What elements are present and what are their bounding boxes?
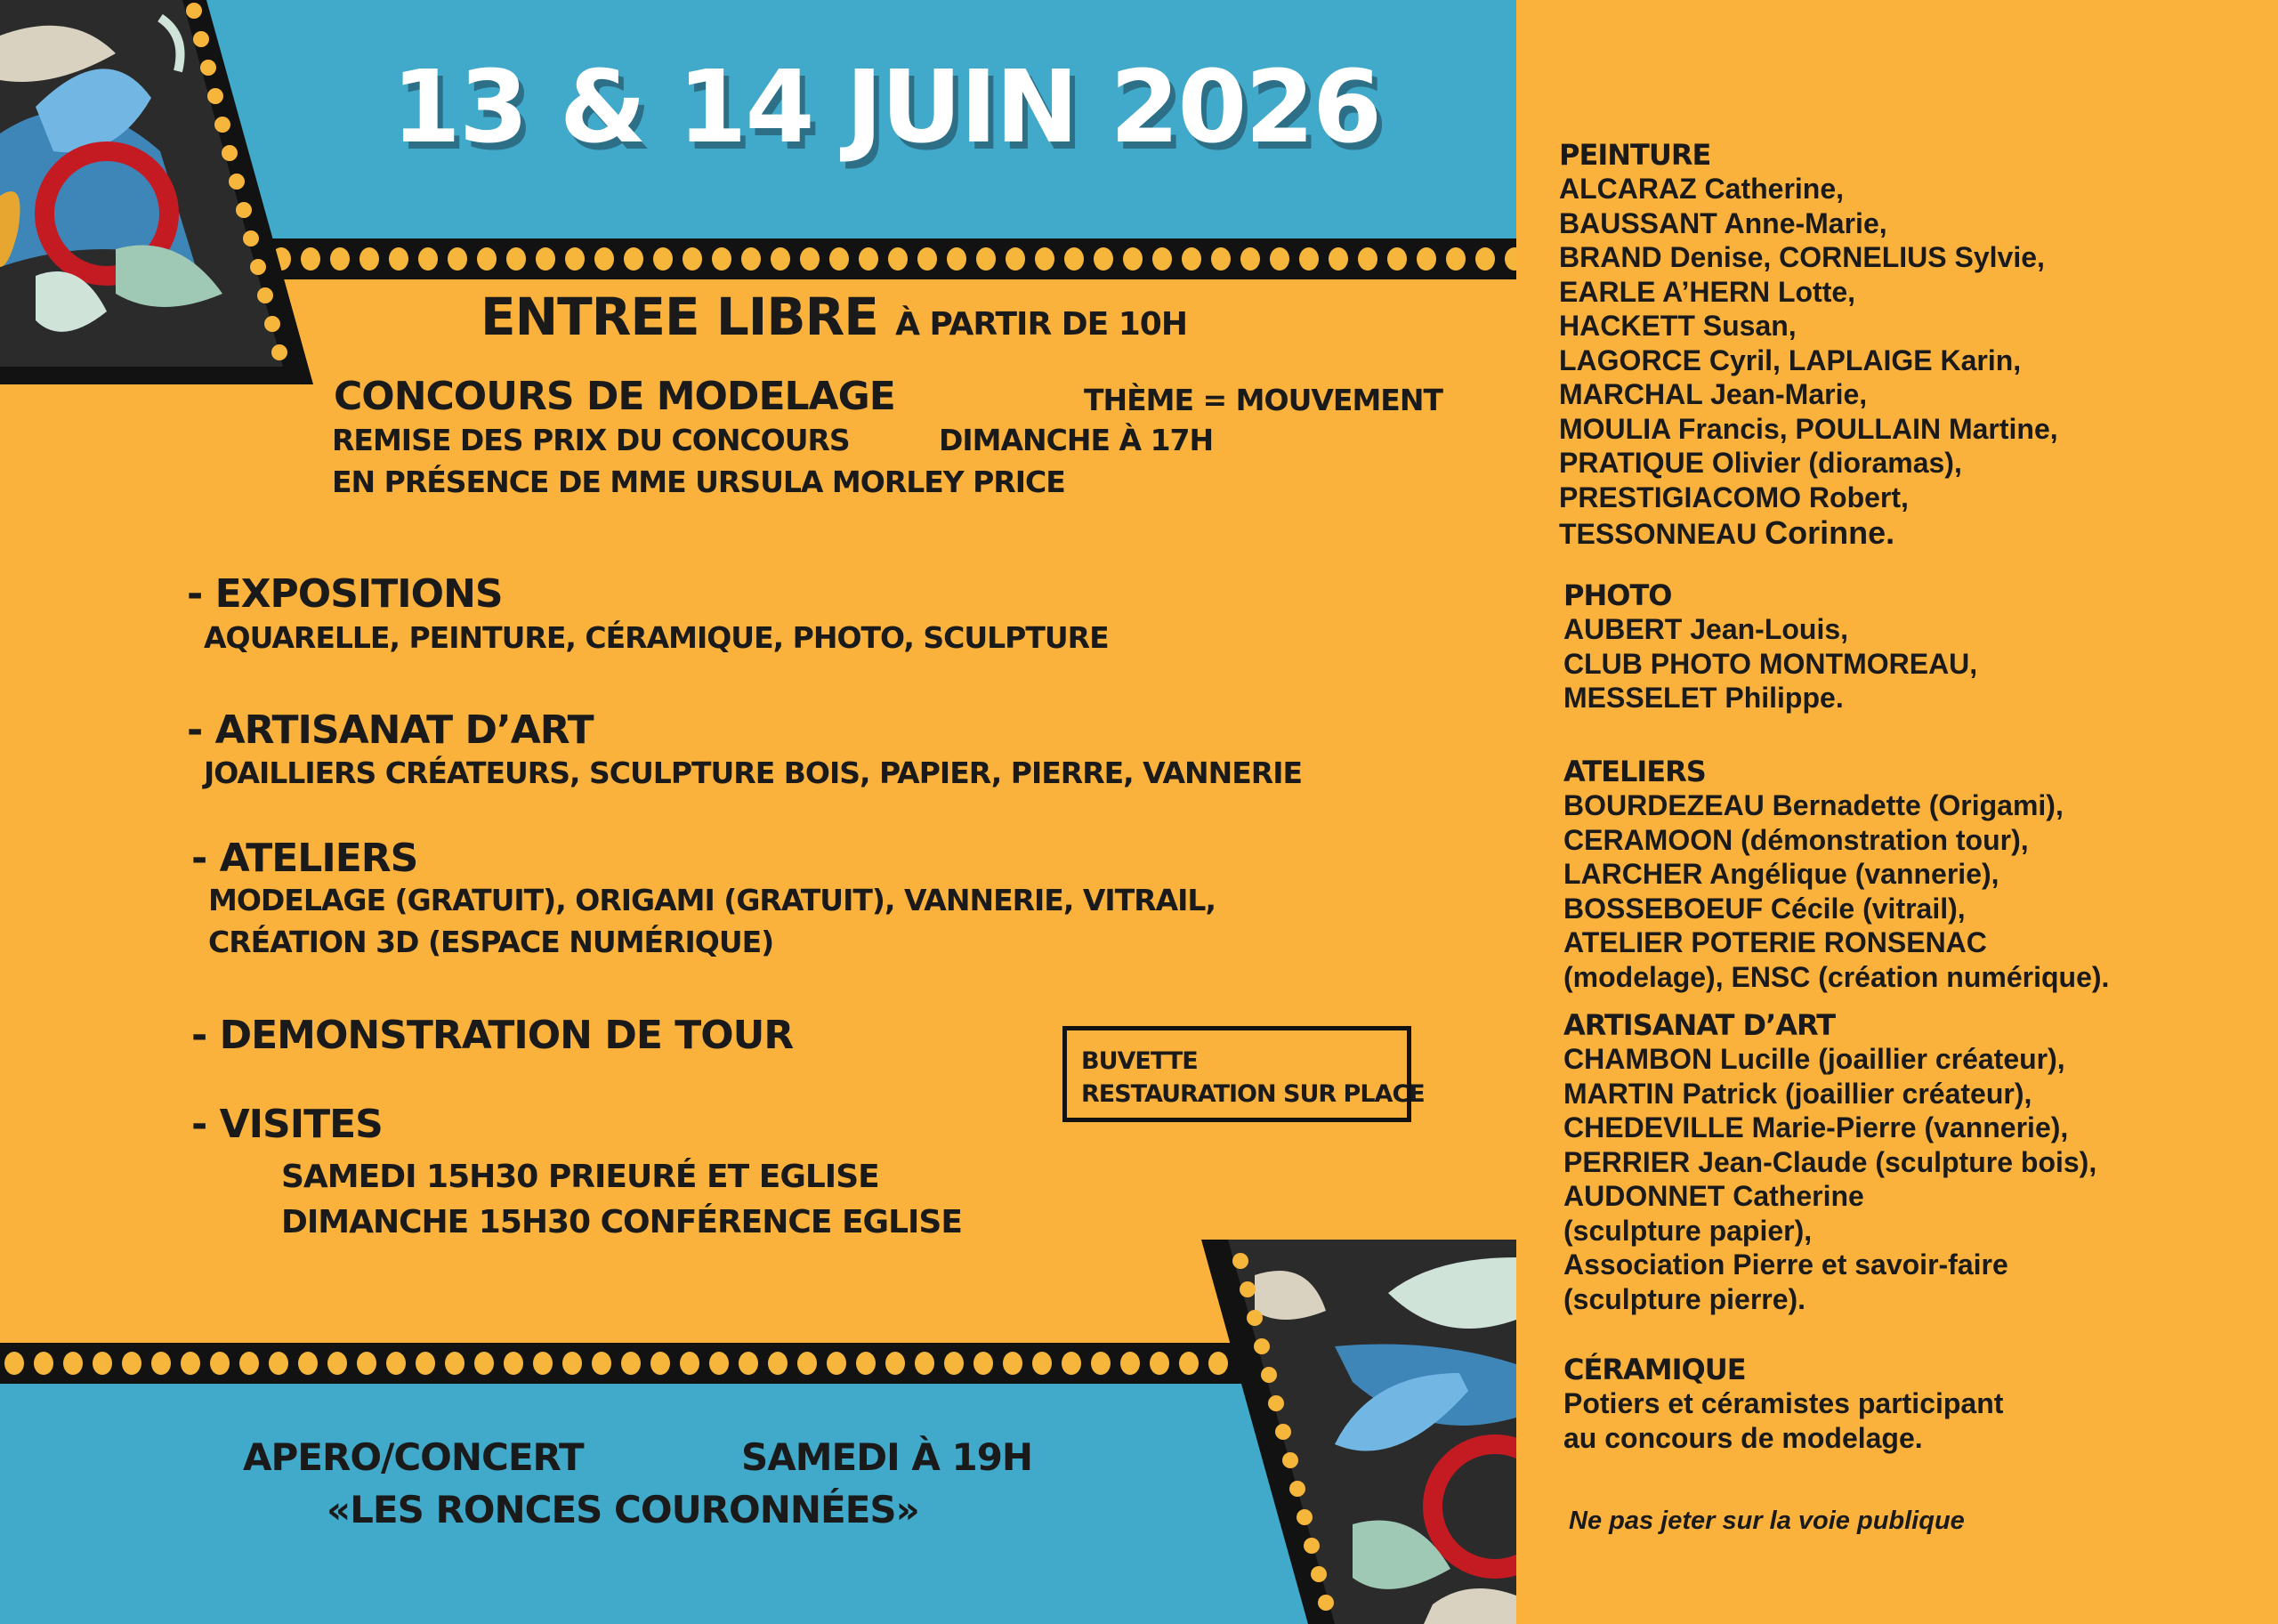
peinture-line: BAUSSANT Anne-Marie, <box>1559 206 1887 239</box>
photo-title: PHOTO <box>1563 578 1672 612</box>
ateliers-line: BOSSEBOEUF Cécile (vitrail), <box>1563 892 1966 925</box>
free-entry-line <box>481 287 1187 347</box>
peinture-line: MOULIA Francis, POULLAIN Martine, <box>1559 412 2058 445</box>
artisanat-line: MARTIN Patrick (joaillier créateur), <box>1563 1077 2032 1110</box>
concert-time: SAMEDI À 19H <box>741 1435 1033 1479</box>
photo-line: AUBERT Jean-Louis, <box>1563 613 1849 645</box>
peinture-last-surname: TESSONNEAU <box>1559 518 1765 550</box>
peinture-line: MARCHAL Jean-Marie, <box>1559 378 1868 410</box>
guest-presence: EN PRÉSENCE DE MME URSULA MORLEY PRICE <box>332 465 1065 499</box>
ceramique-line: au concours de modelage. <box>1563 1421 1923 1454</box>
visit-sunday: DIMANCHE 15H30 CONFÉRENCE EGLISE <box>281 1204 962 1240</box>
artisanat-line: Association Pierre et savoir-faire <box>1563 1248 2008 1281</box>
artisanat-text: JOAILLIERS CRÉATEURS, SCULPTURE BOIS, PAPIER, PIERRE, VANNERIE <box>204 755 1303 790</box>
expositions-text: AQUARELLE, PEINTURE, CÉRAMIQUE, PHOTO, SCULPTURE <box>204 620 1109 655</box>
buvette-label: BUVETTE <box>1081 1047 1198 1075</box>
expositions-title: - EXPOSITIONS <box>187 571 503 617</box>
artisanat-line: (sculpture pierre). <box>1563 1282 1806 1315</box>
ceramique-line: Potiers et céramistes participant <box>1563 1387 2004 1419</box>
contest-theme: THÈME = MOUVEMENT <box>1084 383 1442 417</box>
ceramique-title: CÉRAMIQUE <box>1563 1353 1746 1386</box>
peinture-line: EARLE A’HERN Lotte, <box>1559 275 1856 308</box>
ateliers-line: (modelage), ENSC (création numérique). <box>1563 960 2110 993</box>
peinture-last-firstname: Corinne. <box>1765 514 1895 551</box>
ateliers-line: ATELIER POTERIE RONSENAC <box>1563 926 1987 958</box>
peinture-line <box>1559 516 2058 552</box>
peinture-line: PRESTIGIACOMO Robert, <box>1559 481 1909 513</box>
artisanat-line: PERRIER Jean-Claude (sculpture bois), <box>1563 1145 2097 1178</box>
prize-ceremony: REMISE DES PRIX DU CONCOURS <box>332 423 850 457</box>
contest-title: CONCOURS DE MODELAGE <box>334 374 895 419</box>
peinture-line: ALCARAZ Catherine, <box>1559 173 1845 205</box>
peinture-section <box>1559 138 2058 552</box>
ateliers-line-1: MODELAGE (GRATUIT), ORIGAMI (GRATUIT), VANNERIE, VITRAIL, <box>208 883 1216 917</box>
ateliers-line: BOURDEZEAU Bernadette (Origami), <box>1563 789 2064 821</box>
photo-line: MESSELET Philippe. <box>1563 682 1844 714</box>
artisanat-line: (sculpture papier), <box>1563 1214 1813 1247</box>
opening-time: À PARTIR DE 10H <box>895 306 1187 343</box>
bottom-dotted-border <box>0 1343 1246 1384</box>
demonstration-title: - DEMONSTRATION DE TOUR <box>191 1013 794 1058</box>
peinture-line: PRATIQUE Olivier (dioramas), <box>1559 447 1962 479</box>
ateliers-section <box>1563 755 2109 994</box>
peinture-line: BRAND Denise, CORNELIUS Sylvie, <box>1559 241 2045 273</box>
stained-glass-bottom-right-image <box>1201 1240 1516 1624</box>
litter-notice: Ne pas jeter sur la voie publique <box>1569 1507 1965 1535</box>
peinture-line: LAGORCE Cyril, LAPLAIGE Karin, <box>1559 343 2022 376</box>
ateliers-line: LARCHER Angélique (vannerie), <box>1563 858 1999 890</box>
visites-title: - VISITES <box>191 1102 383 1147</box>
restauration-label: RESTAURATION SUR PLACE <box>1081 1080 1425 1108</box>
artisanat-line: CHAMBON Lucille (joaillier créateur), <box>1563 1043 2065 1075</box>
ateliers-line-2: CRÉATION 3D (ESPACE NUMÉRIQUE) <box>208 925 774 959</box>
artisanat-title: - ARTISANAT D’ART <box>187 707 594 753</box>
visit-saturday: SAMEDI 15H30 PRIEURÉ ET EGLISE <box>281 1159 879 1195</box>
ateliers-participants-title: ATELIERS <box>1563 755 1706 788</box>
photo-section <box>1563 578 1977 715</box>
ateliers-line: CERAMOON (démonstration tour), <box>1563 823 2029 856</box>
band-name: «LES RONCES COURONNÉES» <box>327 1488 919 1531</box>
artisanat-section <box>1563 1008 2096 1316</box>
artisanat-line: CHEDEVILLE Marie-Pierre (vannerie), <box>1563 1111 2069 1143</box>
top-dotted-border <box>267 238 1516 279</box>
concert-label: APERO/CONCERT <box>243 1435 584 1479</box>
artisanat-participants-title: ARTISANAT D’ART <box>1563 1008 1836 1042</box>
prize-ceremony-time: DIMANCHE À 17H <box>939 423 1214 457</box>
stained-glass-top-left-image <box>0 0 320 384</box>
event-date-heading: 13 & 14 JUIN 2026 <box>392 50 1381 166</box>
artisanat-line: AUDONNET Catherine <box>1563 1180 1864 1212</box>
peinture-line: HACKETT Susan, <box>1559 310 1797 342</box>
peinture-title: PEINTURE <box>1559 138 1711 172</box>
photo-line: CLUB PHOTO MONTMOREAU, <box>1563 647 1978 680</box>
refreshments-box <box>1062 1026 1425 1122</box>
ateliers-title: - ATELIERS <box>191 836 418 881</box>
ceramique-section <box>1563 1353 2003 1455</box>
free-entry-label: ENTREE LIBRE <box>481 287 878 347</box>
